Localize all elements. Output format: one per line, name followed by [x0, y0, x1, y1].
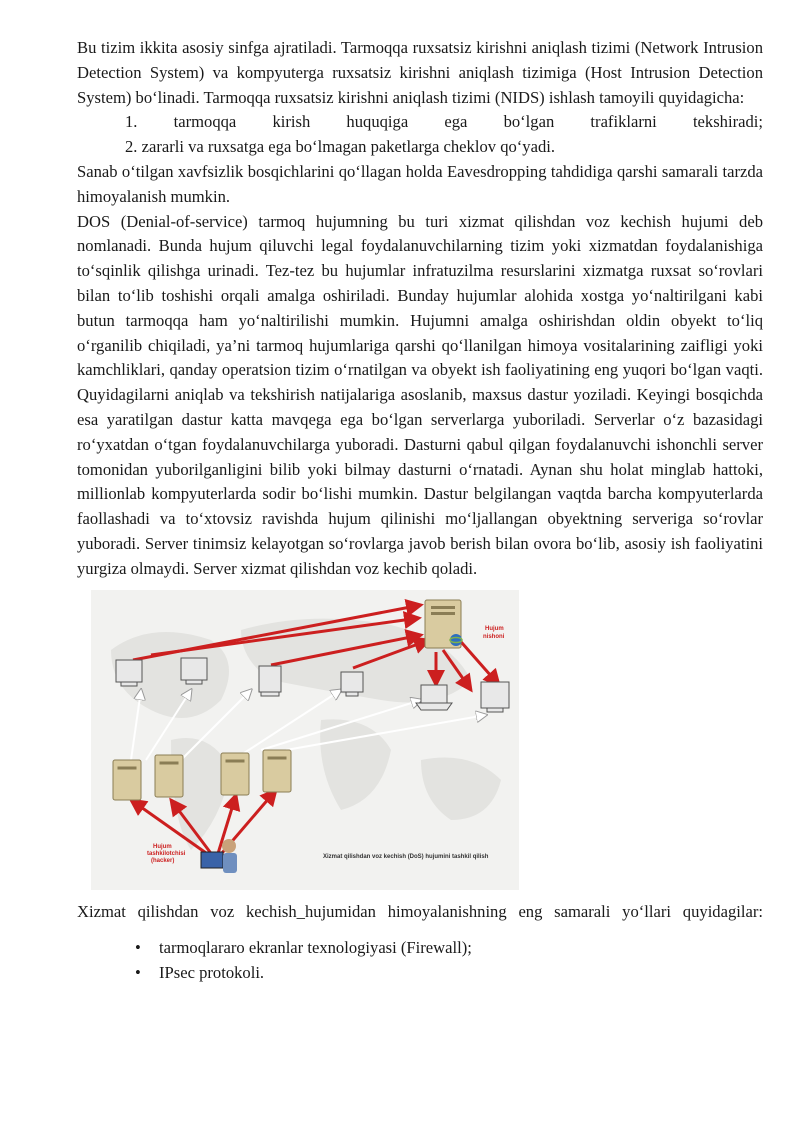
bullet-list	[77, 936, 763, 986]
bullet-text: tarmoqlararo ekranlar texnologiyasi (Firewall);	[159, 938, 472, 958]
attacker-label-1: Hujum	[153, 843, 172, 850]
server-icon	[113, 760, 141, 800]
monitor-icon	[181, 658, 207, 684]
bullet-text: IPsec protokoli.	[159, 963, 265, 983]
laptop-icon	[416, 685, 452, 710]
figure-caption: Xizmat qilishdan voz kechish (DoS) hujumini tashkil qilish	[323, 853, 489, 860]
diagram-svg	[91, 590, 519, 890]
monitor-icon	[481, 682, 509, 712]
target-label-2: nishoni	[483, 633, 505, 640]
list-item-1: 1. tarmoqqa kirish huquqiga ega bo‘lgan trafiklarni tekshiradi;	[125, 112, 763, 132]
bullet-icon: •	[135, 938, 141, 958]
server-icon	[263, 750, 291, 792]
monitor-icon	[116, 660, 142, 686]
bullet-item-firewall	[135, 936, 763, 961]
monitor-icon	[259, 666, 281, 696]
attacker-label-3: (hacker)	[151, 857, 175, 864]
target-server-icon	[425, 600, 462, 648]
attacker-icon	[201, 839, 237, 873]
server-icon	[221, 753, 249, 795]
bullet-item-ipsec	[135, 961, 763, 986]
server-icon	[155, 755, 183, 797]
list-item-2: 2. zararli va ruxsatga ega bo‘lmagan paketlarga cheklov qo‘yadi.	[125, 137, 556, 157]
bullet-icon: •	[135, 963, 141, 983]
dos-attack-diagram	[91, 590, 519, 890]
paragraph-intro: Bu tizim ikkita asosiy sinfga ajratiladi. Tarmoqqa ruxsatsiz kirishni aniqlash tizimi (Network Intrusion Detection System) va kompyuterga ruxsatsiz kirishni aniqlash tizimiga (Host Intrusion Detection System) bo‘linadi. Tarmoqqa ruxsatsiz kirishni aniqlash tizimi (NIDS) ishlash tamoyili quyidagicha:	[77, 38, 763, 107]
document-page	[77, 36, 763, 986]
paragraph-eavesdropping: Sanab o‘tilgan xavfsizlik bosqichlarini qo‘llagan holda Eavesdropping tahdidiga qarshi samarali tarzda himoyalanish mumkin.	[77, 161, 763, 206]
attacker-label-2: tashkilotchisi	[147, 850, 186, 857]
monitor-icon	[341, 672, 363, 696]
paragraph-dos: DOS (Denial-of-service) tarmoq hujumning bu turi xizmat qilishdan voz kechish hujumi deb nomlanadi. Bunda hujum qiluvchi legal foydalanuvchilarning tizim yoki xizmatdan foydalanishiga to‘sqinlik qilishga urinadi. Tez-tez bu hujumlar infratuzilma resurslarini xizmatga ruxsat so‘rovlari bilan to‘lib toshishi orqali amalga oshiriladi. Bunday hujumlar alohida xostga yo‘naltirilgani kabi butun tarmoqqa ham yo‘naltirilishi mumkin. Hujumni amalga oshirishdan oldin obyekt to‘liq o‘rganilib chiqiladi, ya’ni tarmoq hujumlariga qarshi qo‘llanilgan himoya vositalarining zaifligi yoki kamchliklari, qanday operatsion tizim o‘rnatilgan va obyekt ish faoliyatining eng yuqori bo‘lgan vaqti. Quyidagilarni aniqlab va tekshirish natijalariga asoslanib, maxsus dastur yoziladi. Keyingi bosqichda esa yaratilgan dastur katta mavqega ega bo‘lgan serverlarga yuboriladi. Serverlar o‘z bazasidagi ro‘yxatdan o‘tgan foydalanuvchilarga yuboradi. Dasturni qabul qilgan foydalanuvchi ishonchli server tomonidan yuborilganligini bilib yoki bilmay dasturni o‘rnatadi. Aynan shu holat minglab hattoki, millionlab kompyuterlarda sodir bo‘lishi mumkin. Dastur belgilangan vaqtda barcha kompyuterlarda faollashadi va to‘xtovsiz ravishda hujum qilinishi mo‘ljallangan obyektning serveriga so‘rovlar yuboradi. Server tinimsiz kelayotgan so‘rovlarga javob berish bilan ovora bo‘lib, asosiy ish faoliyatini yurgiza olmaydi. Server xizmat qilishdan voz kechib qoladi.	[77, 211, 763, 578]
target-label-1: Hujum	[485, 625, 504, 632]
paragraph-protection: Xizmat qilishdan voz kechish_hujumidan himoyalanishning eng samarali yo‘llari quyidagilar:	[77, 901, 763, 921]
